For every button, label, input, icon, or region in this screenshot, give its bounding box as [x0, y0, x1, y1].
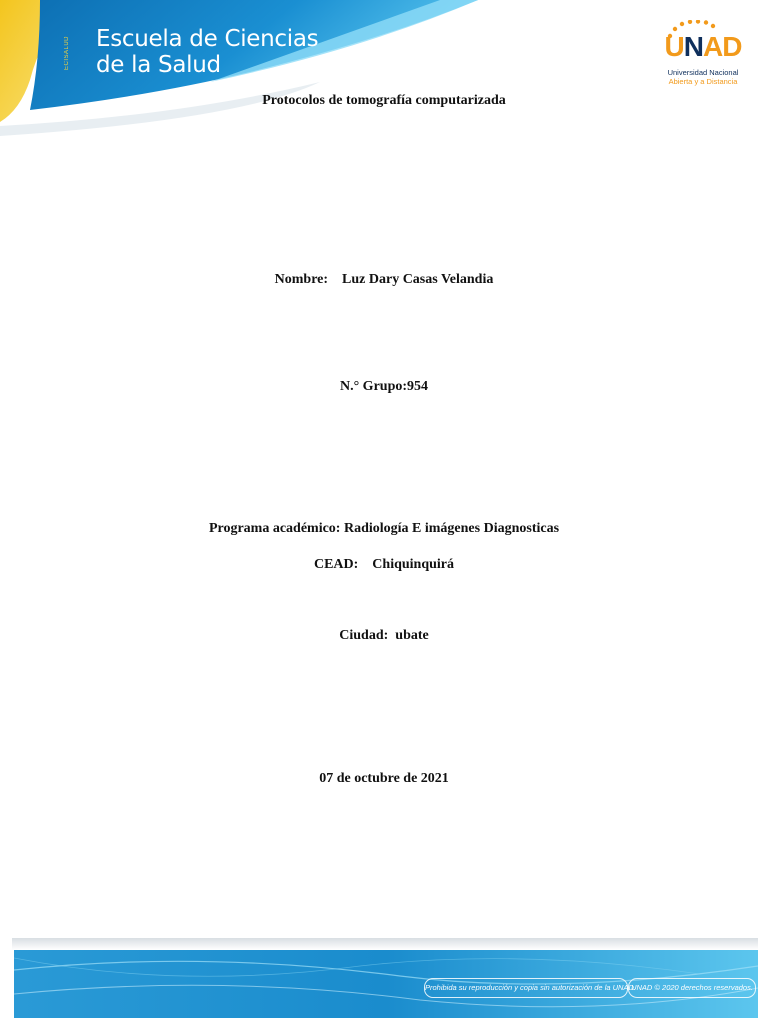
logo-subtitle-line2: Abierta y a Distancia — [668, 77, 738, 86]
document-title: Protocolos de tomografía computarizada — [262, 93, 506, 108]
footer-copyright-notice: Prohibida su reproducción y copia sin autorización de la UNAD. — [424, 978, 628, 998]
student-name-line: Nombre: Luz Dary Casas Velandia — [274, 272, 494, 287]
date-line: 07 de octubre de 2021 — [319, 771, 449, 786]
logo-letter-u: U — [664, 31, 684, 62]
logo-letter-n: N — [683, 31, 703, 62]
logo-letters-ad: AD — [703, 31, 742, 62]
logo-wordmark — [660, 32, 746, 62]
academic-program-line: Programa académico: Radiología E imágenes Diagnosticas — [208, 521, 560, 536]
faculty-title-line2: de la Salud — [96, 52, 221, 78]
side-tag-label: ECISALUD — [64, 36, 70, 71]
page-header — [0, 0, 768, 140]
page-footer — [0, 930, 768, 1024]
logo-subtitle-line1: Universidad Nacional — [667, 68, 739, 77]
city-line: Ciudad: ubate — [339, 628, 429, 643]
group-number-line: N.° Grupo:954 — [339, 379, 429, 394]
unad-logo — [660, 20, 746, 90]
faculty-title-line1: Escuela de Ciencias — [96, 26, 319, 52]
footer-rights-notice: UNAD © 2020 derechos reservados. — [628, 978, 756, 998]
faculty-title — [96, 26, 318, 78]
cead-line: CEAD: Chiquinquirá — [313, 557, 455, 572]
footer-wave-graphic — [0, 930, 768, 1024]
